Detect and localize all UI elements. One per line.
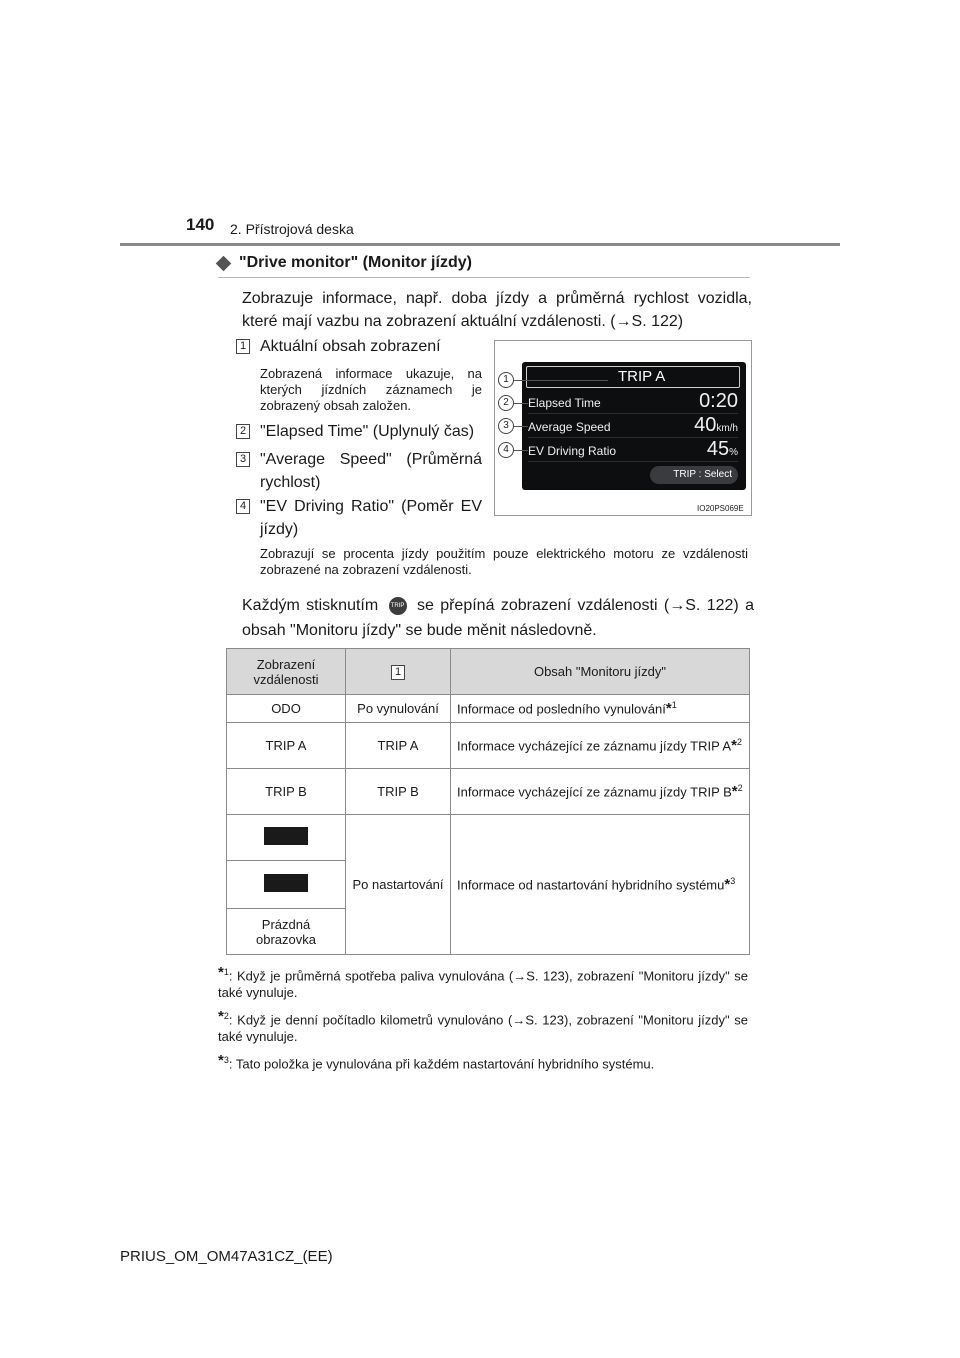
footnote-ref: 2 [223,1011,229,1021]
table-cell [451,695,750,723]
elapsed-time-row [528,390,738,414]
item-note: Zobrazují se procenta jízdy použitím pouze elektrického motoru ze vzdálenosti zobrazené na zobrazení vzdálenosti. [260,546,748,577]
footnote-asterisk: * [731,737,737,754]
footnote [218,1008,748,1045]
table-cell: Prázdná obrazovka [227,909,346,955]
chapter-title: 2. Přístrojová deska [230,221,354,237]
trip-switch-paragraph [242,593,754,643]
trip-label: TRIP A [618,368,666,385]
footnote-text: : Tato položka je vynulována při každém nastartování hybridního systému. [228,1056,655,1072]
intro-paragraph: Zobrazuje informace, např. doba jízdy a průměrná rychlost vozidla, které mají vazbu na zobrazení aktuální vzdálenosti. (→S. 122) [242,290,752,330]
section-title [218,254,472,272]
item-text: "Elapsed Time" (Uplynulý čas) [260,423,475,440]
drive-monitor-screen [522,362,746,490]
item-number-badge: 4 [236,499,250,514]
table-header-content: Obsah "Monitoru jízdy" [451,649,750,695]
callout-leader [512,450,528,451]
footnote-text: : Když je průměrná spotřeba paliva vynulována (→S. 123), zobrazení "Monitoru jízdy" se také vynuluje. [218,968,748,1001]
section-title-text: "Drive monitor" (Monitor jízdy) [239,254,472,271]
elapsed-time-label: Elapsed Time [528,396,601,410]
table-row [227,723,750,769]
ev-ratio-row [528,438,738,462]
footnote-ref: 1 [223,967,229,977]
average-speed-value: 40 [694,414,717,436]
footnote-asterisk: * [218,964,224,981]
header-number-badge: 1 [391,665,405,680]
header-rule [120,243,840,246]
footnote-ref: 3 [223,1055,229,1065]
section-rule [218,277,750,278]
para-text-before: Každým stisknutím [242,597,379,614]
footnote-ref: 1 [671,700,677,710]
cell-text: Informace od posledního vynulování [457,701,666,717]
table-cell [227,861,346,909]
footnote-ref: 2 [736,737,742,747]
cell-text: Informace vycházející ze záznamu jízdy TRIP A [457,738,732,754]
item-number-badge: 3 [236,452,250,467]
trip-button-icon: TRIP [389,597,407,615]
trip-select-pill: TRIP : Select [650,466,738,484]
footnote [218,1052,748,1072]
callout-badge: 2 [498,395,514,411]
table-cell [227,815,346,861]
table-row [227,695,750,723]
table-cell: ODO [227,695,346,723]
callout-leader [512,426,528,427]
table-cell [451,769,750,815]
callout-leader [512,403,528,404]
ev-ratio-label: EV Driving Ratio [528,444,617,458]
item-number-badge: 1 [236,339,250,354]
table-cell: TRIP B [346,769,451,815]
item-text: Aktuální obsah zobrazení [260,338,441,355]
table-row [227,815,750,861]
footnote-asterisk: * [218,1008,224,1025]
ev-unit: % [729,447,738,458]
ev-ratio-value: 45 [706,438,730,460]
footnote-ref: 2 [737,783,743,793]
fuel-car-icon [264,874,308,892]
document-code: PRIUS_OM_OM47A31CZ_(EE) [120,1248,333,1265]
figure-id: IO20PS069E [697,504,744,513]
footnote-asterisk: * [218,1052,224,1069]
footnote-asterisk: * [665,700,672,717]
item-text: "Average Speed" (Průměrná rychlost) [260,451,482,491]
table-cell: Po vynulování [346,695,451,723]
table-cell: TRIP A [227,723,346,769]
speed-unit: km/h [716,423,738,434]
page-number: 140 [186,215,215,234]
table-cell: TRIP A [346,723,451,769]
item-text: "EV Driving Ratio" (Poměr EV jízdy) [260,498,482,538]
footnote-ref: 3 [730,876,736,886]
table-cell: TRIP B [227,769,346,815]
distance-table [226,648,750,955]
para-text-after: se přepíná zobrazení vzdálenosti (→S. 122) a obsah "Monitoru jízdy" se bude měnit následovně. [242,597,754,639]
item-note: Zobrazená informace ukazuje, na kterých jízdních záznamech je zobrazený obsah založen. [260,366,482,413]
diamond-bullet-icon [216,255,232,271]
cell-text: Informace vycházející ze záznamu jízdy TRIP B [457,784,732,800]
callout-leader [512,380,608,381]
callout-badge: 1 [498,372,514,388]
cell-text: Informace od nastartování hybridního systému [457,877,725,893]
table-header-distance: Zobrazení vzdálenosti [227,649,346,695]
footnote [218,964,748,1001]
item-number-badge: 2 [236,424,250,439]
elapsed-time-value: 0:20 [699,390,738,412]
footnote-text: : Když je denní počítadlo kilometrů vynulováno (→S. 123), zobrazení "Monitoru jízdy" se také vynuluje. [218,1012,748,1045]
table-row [227,769,750,815]
table-cell [451,815,750,955]
footnote-asterisk: * [731,783,738,800]
table-header-badge [346,649,451,695]
average-speed-row [528,414,738,438]
average-speed-label: Average Speed [528,420,611,434]
footnote-asterisk: * [724,876,731,893]
callout-badge: 3 [498,418,514,434]
trip-flag-icon [264,827,308,845]
callout-badge: 4 [498,442,514,458]
table-cell: Po nastartování [346,815,451,955]
table-cell [451,723,750,769]
